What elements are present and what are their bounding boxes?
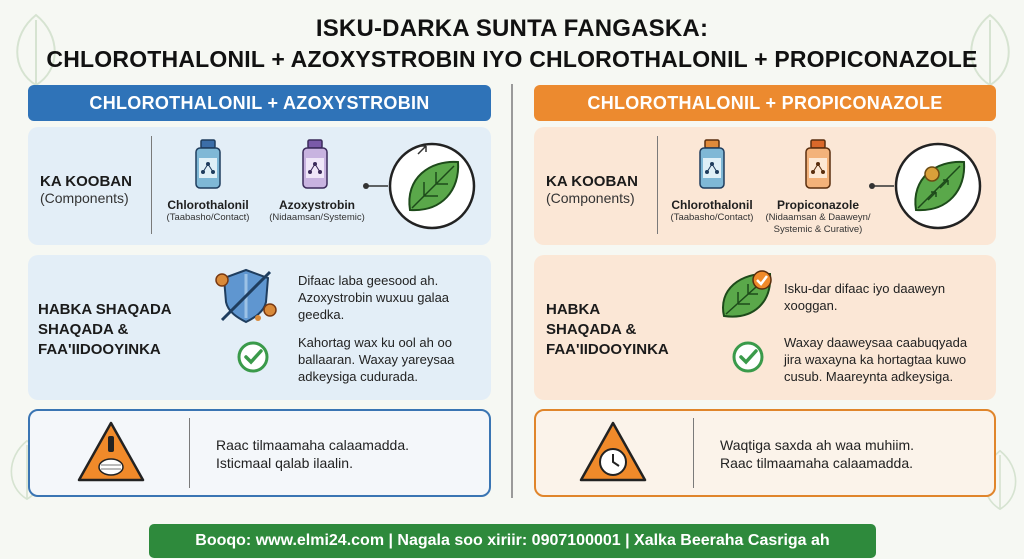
right-component-1 bbox=[664, 198, 760, 224]
right-component-1-desc: (Taabasho/Contact) bbox=[670, 212, 754, 223]
warning-mask-icon bbox=[76, 420, 146, 484]
separator bbox=[693, 418, 694, 488]
left-warning-text-1: Raac tilmaamaha calaamadda. bbox=[216, 437, 409, 453]
right-column-header: CHLOROTHALONIL + PROPICONAZOLE bbox=[534, 85, 996, 121]
left-component-1-name: Chlorothalonil bbox=[167, 198, 249, 212]
right-action-label-1: HABKA bbox=[546, 301, 601, 318]
check-icon bbox=[731, 340, 765, 374]
right-component-2-name: Propiconazole bbox=[776, 198, 859, 212]
title-line-1: ISKU-DARKA SUNTA FANGASKA: bbox=[315, 15, 709, 42]
left-warning-text bbox=[216, 436, 409, 472]
separator bbox=[189, 418, 190, 488]
right-action-label bbox=[546, 300, 669, 360]
right-components-sub: (Components) bbox=[546, 190, 635, 206]
right-warning-text-1: Waqtiga saxda ah waa muhiim. bbox=[720, 437, 915, 453]
footer-contact-bar: Booqo: www.elmi24.com | Nagala soo xiriir: 0907100001 | Xalka Beeraha Casriga ah bbox=[149, 524, 876, 558]
right-warning-text bbox=[720, 436, 914, 472]
bottle-icon bbox=[697, 138, 727, 190]
leaf-check-icon bbox=[716, 266, 778, 322]
left-action-label bbox=[38, 300, 172, 360]
right-component-2 bbox=[760, 198, 876, 236]
column-divider bbox=[511, 84, 513, 498]
right-action-text-2: Waxay daaweysaa caabuqyada jira waxayna ka hortagtaa kuwo cusub. Maareynta adkeysiga. bbox=[784, 335, 968, 384]
right-components-label: KA KOOBAN bbox=[546, 173, 638, 190]
warning-clock-icon bbox=[578, 420, 648, 484]
left-components-sub: (Components) bbox=[40, 190, 129, 206]
separator bbox=[657, 136, 658, 234]
left-action-label-2: SHAQADA & bbox=[38, 321, 129, 338]
right-action-label-3: FAA'IIDOOYINKA bbox=[546, 341, 669, 358]
bottle-icon bbox=[193, 138, 223, 190]
left-action-label-3: FAA'IIDOOYINKA bbox=[38, 341, 161, 358]
left-component-1 bbox=[160, 198, 256, 224]
right-component-2-desc-2: Systemic & Curative) bbox=[773, 224, 863, 235]
right-component-1-name: Chlorothalonil bbox=[671, 198, 753, 212]
left-action-text-2: Kahortag wax ku ool ah oo ballaaran. Waxay yareysaa adkeysiga cudurada. bbox=[298, 335, 455, 384]
left-component-2-name: Azoxystrobin bbox=[278, 198, 355, 212]
left-component-2 bbox=[262, 198, 372, 224]
leaf-icon bbox=[360, 138, 480, 238]
left-warning-text-2: Isticmaal qalab ilaalin. bbox=[216, 455, 353, 471]
page-title bbox=[0, 14, 1024, 75]
separator bbox=[151, 136, 152, 234]
right-action-label-2: SHAQADA & bbox=[546, 321, 637, 338]
leaf-icon bbox=[866, 138, 986, 238]
left-action-label-1: HABKA SHAQADA bbox=[38, 301, 172, 318]
right-component-2-desc-1: (Nidaamsan & Daaweyn/ bbox=[765, 212, 871, 223]
right-action-text-1: Isku-dar difaac iyo daaweyn xooggan. bbox=[784, 281, 946, 313]
title-line-2: CHLOROTHALONIL + AZOXYSTROBIN IYO CHLOROTHALONIL + PROPICONAZOLE bbox=[46, 46, 978, 72]
bottle-icon bbox=[300, 138, 330, 190]
check-icon bbox=[236, 340, 270, 374]
left-component-2-desc: (Nidaamsan/Systemic) bbox=[269, 212, 365, 223]
left-components-label: KA KOOBAN bbox=[40, 173, 132, 190]
shield-virus-icon bbox=[212, 266, 280, 324]
left-action-text-1: Difaac laba geesood ah. Azoxystrobin wuxuu galaa geedka. bbox=[298, 273, 450, 322]
left-component-1-desc: (Taabasho/Contact) bbox=[166, 212, 250, 223]
right-warning-text-2: Raac tilmaamaha calaamadda. bbox=[720, 455, 913, 471]
bottle-icon bbox=[803, 138, 833, 190]
left-column-header: CHLOROTHALONIL + AZOXYSTROBIN bbox=[28, 85, 491, 121]
